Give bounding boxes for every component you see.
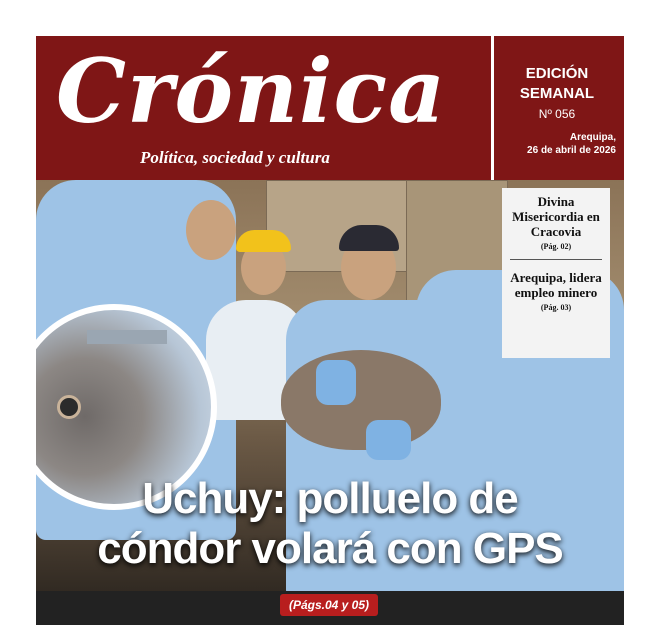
condor-eye [57, 395, 81, 419]
edition-type: SEMANAL [519, 85, 595, 102]
main-headline[interactable] [36, 474, 624, 574]
headline-line-2: cóndor volará con GPS [97, 524, 563, 573]
edition-box [498, 64, 616, 124]
masthead-divider [491, 36, 494, 180]
sidebar-teasers [502, 188, 610, 358]
page-reference-badge[interactable]: (Págs.04 y 05) [280, 594, 378, 616]
tagline: Política, sociedad y cultura [140, 148, 330, 167]
issue-date: 26 de abril de 2026 [527, 145, 616, 156]
teaser-divider [510, 259, 602, 260]
teaser-page: (Pág. 03) [540, 303, 572, 312]
researcher-head [186, 200, 236, 260]
teaser-title: Arequipa, lidera empleo minero [510, 270, 602, 300]
teaser-page: (Pág. 02) [540, 242, 572, 251]
newspaper-logo: Crónica [56, 39, 447, 143]
edition-label: EDICIÓN [525, 65, 589, 82]
condor-chick [281, 350, 441, 450]
teaser-item[interactable] [502, 264, 610, 316]
beanie-hat [339, 225, 399, 251]
teaser-title: Divina Misericordia en Cracovia [512, 194, 600, 239]
gloved-hand [366, 420, 411, 460]
headline-line-1: Uchuy: polluelo de [142, 474, 518, 523]
masthead [36, 36, 624, 180]
gloved-hand [316, 360, 356, 405]
teaser-item[interactable] [502, 188, 610, 255]
caliper-tool [87, 330, 167, 344]
dateline [498, 131, 616, 157]
edition-number: Nº 056 [538, 107, 576, 121]
hard-hat [236, 230, 291, 252]
newspaper-cover [36, 36, 624, 625]
date-city: Arequipa, [569, 132, 616, 143]
